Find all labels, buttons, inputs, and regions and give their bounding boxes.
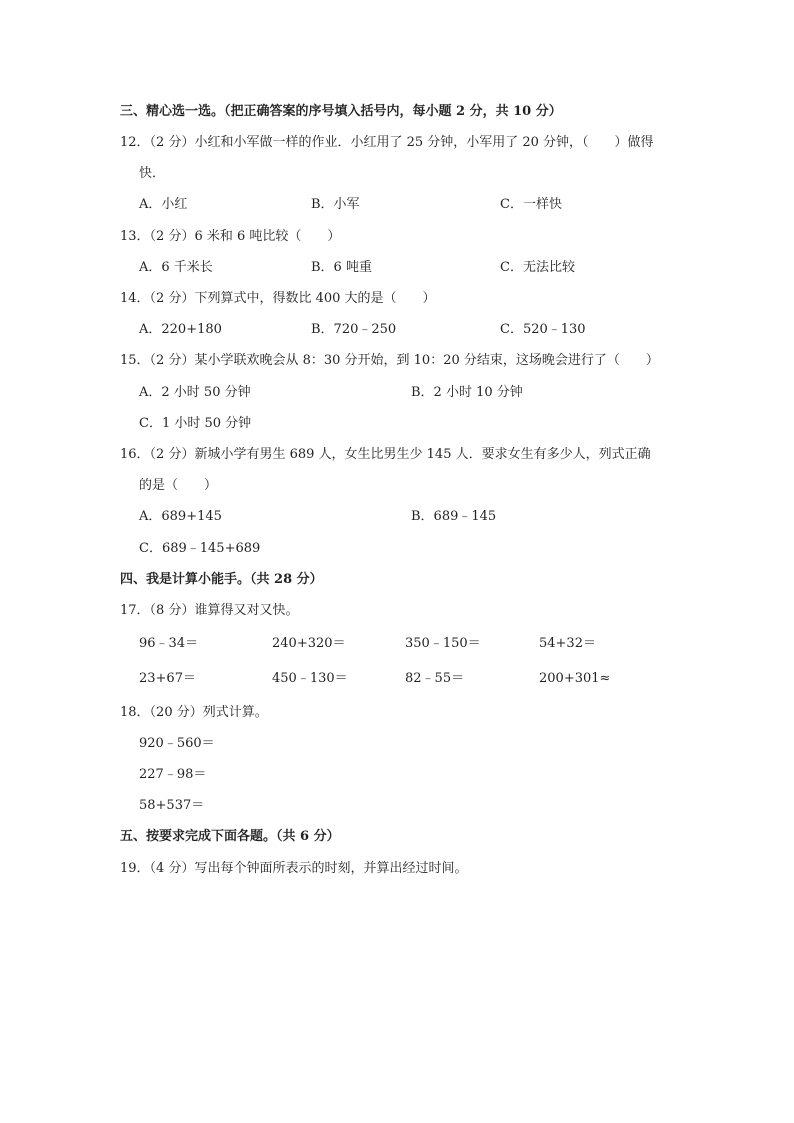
question-13-option-a: A．6 千米长 xyxy=(139,260,213,275)
question-15-stem: 15．（2 分）某小学联欢晚会从 8：30 分开始，到 10：20 分结束，这场晚会进行了（ ） xyxy=(120,353,659,368)
question-13-option-b: B．6 吨重 xyxy=(311,260,372,275)
question-13-option-c: C．无法比较 xyxy=(500,260,575,275)
question-12-stem: 12．（2 分）小红和小军做一样的作业．小红用了 25 分钟，小军用了 20 分钟，（ ）做得 xyxy=(120,135,654,150)
question-16-option-b: B．689﹣145 xyxy=(411,509,497,524)
question-16-stem-cont: 的是（ ） xyxy=(139,478,218,493)
question-17-stem: 17．（8 分）谁算得又对又快。 xyxy=(120,603,299,618)
question-12-option-a: A．小红 xyxy=(139,197,188,212)
question-13-stem: 13．（2 分）6 米和 6 吨比较（ ） xyxy=(120,229,341,244)
question-14-option-c: C．520﹣130 xyxy=(500,322,586,337)
section-4-heading: 四、我是计算小能手。（共 28 分） xyxy=(120,572,323,587)
question-15-option-c: C．1 小时 50 分钟 xyxy=(139,416,252,431)
calc-item: 240+320＝ xyxy=(272,636,346,651)
question-14-stem: 14．（2 分）下列算式中，得数比 400 大的是（ ） xyxy=(120,291,436,306)
section-5-heading: 五、按要求完成下面各题。（共 6 分） xyxy=(120,829,340,844)
question-16-stem: 16．（2 分）新城小学有男生 689 人，女生比男生少 145 人．要求女生有多少人，列式正确 xyxy=(120,447,651,462)
question-14-option-a: A．220+180 xyxy=(139,322,222,337)
calc-item: 96﹣34＝ xyxy=(139,636,199,651)
question-15-option-b: B．2 小时 10 分钟 xyxy=(411,385,523,400)
calc-item: 350﹣150＝ xyxy=(405,636,481,651)
question-16-option-a: A．689+145 xyxy=(139,509,222,524)
calc-item: 82﹣55＝ xyxy=(405,671,465,686)
question-12-stem-cont: 快． xyxy=(139,166,166,181)
section-3-heading: 三、精心选一选。（把正确答案的序号填入括号内，每小题 2 分，共 10 分） xyxy=(120,104,562,119)
calc-item: 200+301≈ xyxy=(539,671,611,686)
question-18-stem: 18．（20 分）列式计算。 xyxy=(120,705,268,720)
question-14-option-b: B．720﹣250 xyxy=(311,322,397,337)
calc-item: 450﹣130＝ xyxy=(272,671,348,686)
question-12-option-c: C．一样快 xyxy=(500,197,562,212)
question-15-option-a: A．2 小时 50 分钟 xyxy=(139,385,251,400)
calc-item: 54+32＝ xyxy=(539,636,596,651)
question-19-stem: 19．（4 分）写出每个钟面所表示的时刻，并算出经过时间。 xyxy=(120,861,468,876)
expression-item: 920﹣560＝ xyxy=(139,736,215,751)
question-16-option-c: C．689﹣145+689 xyxy=(139,541,261,556)
question-12-option-b: B．小军 xyxy=(311,197,360,212)
expression-item: 227﹣98＝ xyxy=(139,767,207,782)
expression-item: 58+537＝ xyxy=(139,798,205,813)
calc-item: 23+67＝ xyxy=(139,671,196,686)
